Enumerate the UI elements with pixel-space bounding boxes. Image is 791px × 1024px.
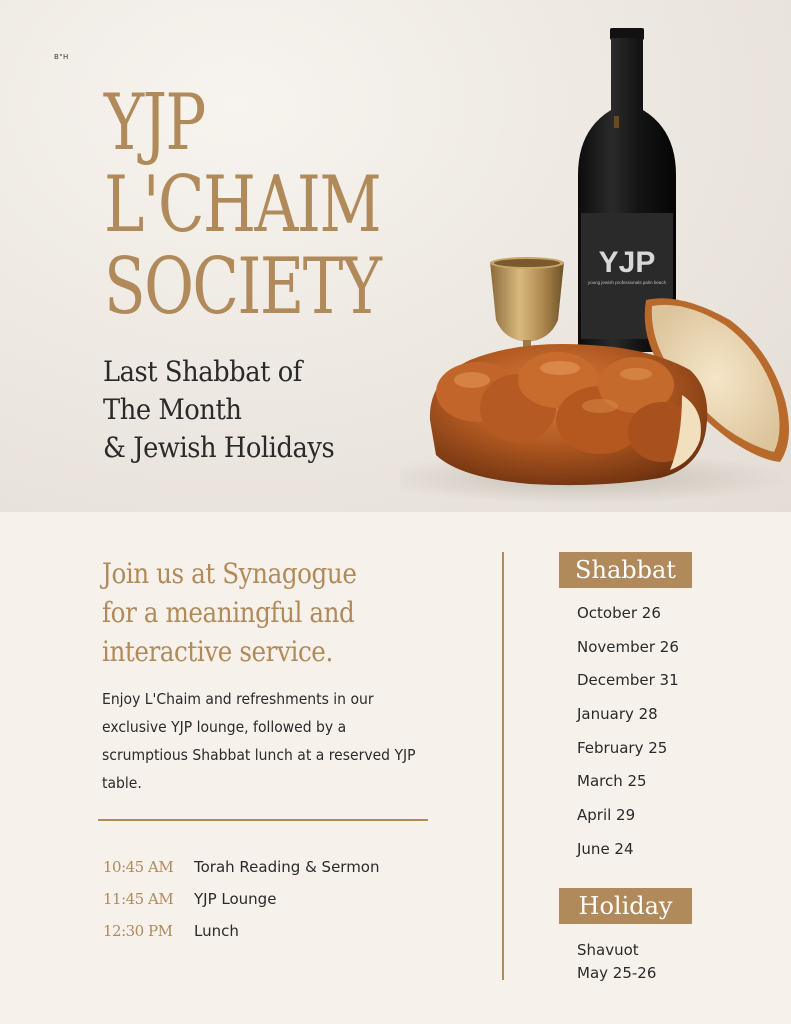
schedule-event: Torah Reading & Sermon: [194, 858, 380, 876]
holiday-name: Shavuot: [577, 941, 639, 959]
schedule-row: [103, 858, 380, 890]
kiddush-cup: [490, 257, 564, 358]
shabbat-date: February 25: [577, 738, 668, 757]
schedule-event: Lunch: [194, 922, 239, 940]
shabbat-date: December 31: [577, 671, 679, 690]
headline-line: for a meaningful and: [102, 596, 355, 629]
shabbat-dates: [577, 597, 679, 867]
schedule: [103, 858, 380, 954]
shabbat-label: Shabbat: [559, 552, 692, 588]
shabbat-date: March 25: [577, 772, 647, 791]
schedule-time: 11:45 AM: [103, 890, 174, 908]
shabbat-date: October 26: [577, 604, 661, 622]
headline-line: Join us at Synagogue: [102, 557, 357, 590]
title-line: SOCIETY: [104, 242, 381, 332]
shabbat-date: January 28: [577, 705, 658, 724]
society-title: [104, 78, 400, 332]
bh-mark: B"H: [54, 53, 69, 61]
event-subtitle: [103, 353, 334, 467]
intro-headline: [102, 554, 356, 671]
divider-vertical: [502, 552, 504, 980]
divider-horizontal: [98, 819, 428, 821]
headline-line: interactive service.: [102, 635, 333, 668]
subtitle-line: Last Shabbat of: [103, 355, 302, 388]
challah-bread: [430, 344, 707, 485]
schedule-time: 10:45 AM: [103, 858, 174, 876]
title-line: YJP: [104, 78, 205, 168]
shabbat-date: April 29: [577, 806, 636, 825]
details-section: [0, 512, 791, 1024]
shabbat-date: November 26: [577, 637, 679, 656]
subtitle-line: & Jewish Holidays: [103, 431, 335, 464]
title-line: L'CHAIM: [104, 160, 381, 250]
wine-challah-photo: [400, 0, 791, 512]
schedule-event: YJP Lounge: [194, 890, 277, 908]
schedule-row: [103, 890, 380, 922]
holiday-info: [577, 939, 656, 985]
intro-body: Enjoy L'Chaim and refreshments in our exclusive YJP lounge, followed by a scrumptious Shabbat lunch at a reserved YJP table.: [102, 690, 416, 792]
shabbat-date: June 24: [577, 839, 634, 858]
holiday-label: Holiday: [559, 888, 692, 924]
schedule-time: 12:30 PM: [103, 922, 173, 940]
bottle-tagline: young jewish professionals palm beach: [587, 280, 667, 285]
schedule-row: [103, 922, 380, 954]
subtitle-line: The Month: [103, 393, 242, 426]
bottle-brand: YJP: [598, 246, 656, 279]
holiday-dates: May 25-26: [577, 964, 657, 982]
